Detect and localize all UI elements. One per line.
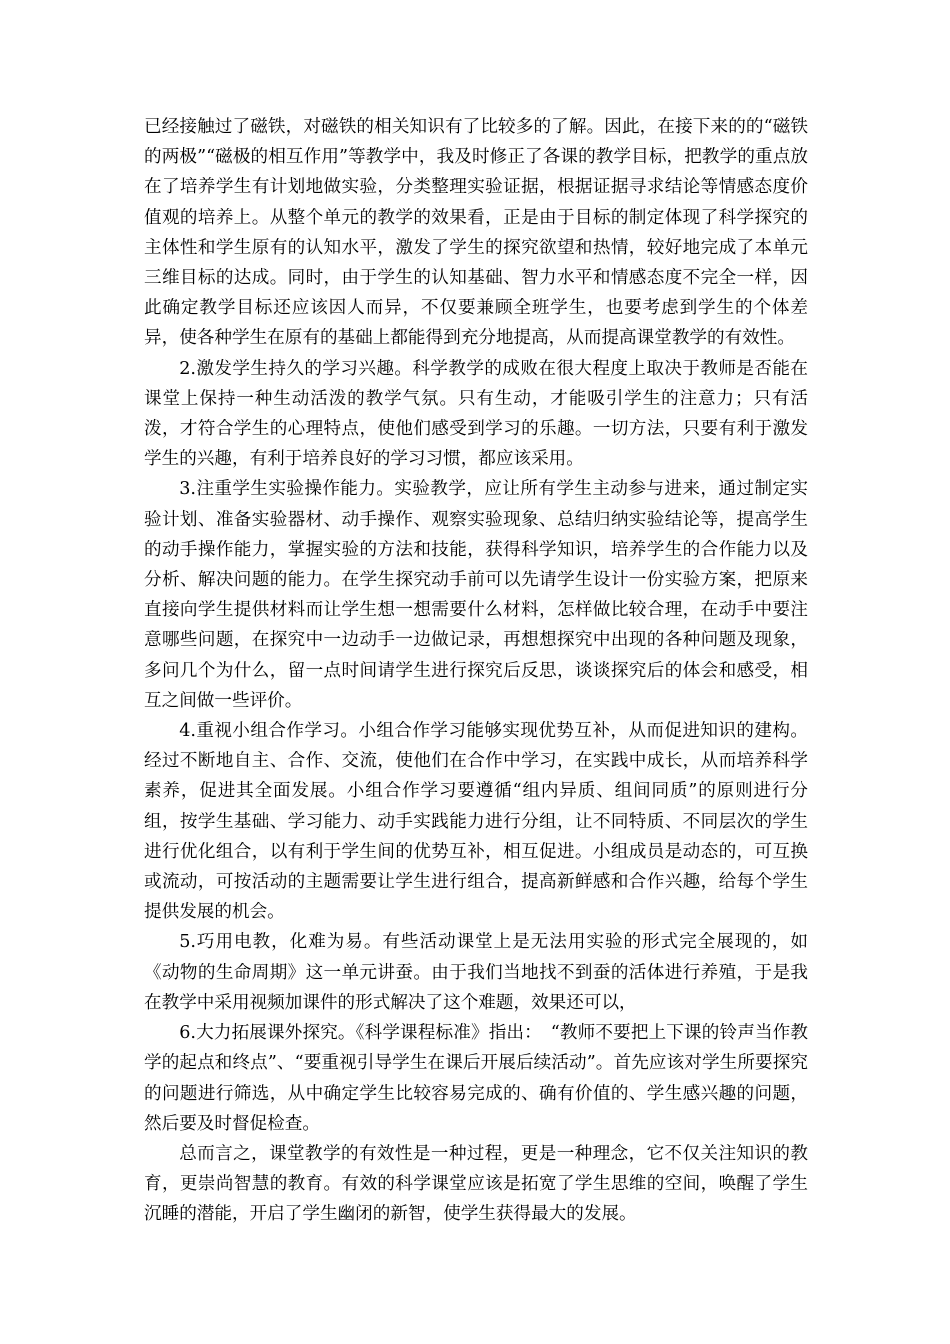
document-page <box>144 112 808 1230</box>
paragraph-conclusion: 总而言之，课堂教学的有效性是一种过程，更是一种理念，它不仅关注知识的教育，更崇尚智慧的教育。有效的科学课堂应该是拓宽了学生思维的空间，唤醒了学生沉睡的潜能，开启了学生幽闭的新智，使学生获得最大的发展。 <box>144 1143 808 1225</box>
paragraph-continued-intro: 已经接触过了磁铁，对磁铁的相关知识有了比较多的了解。因此，在接下来的的“磁铁的两极”“磁极的相互作用”等教学中，我及时修正了各课的教学目标，把教学的重点放在了培养学生有计划地做实验，分类整理实验证据，根据证据寻求结论等情感态度价值观的培养上。从整个单元的教学的效果看，正是由于目标的制定体现了科学探究的主体性和学生原有的认知水平，激发了学生的探究欲望和热情，较好地完成了本单元三维目标的达成。同时，由于学生的认知基础、智力水平和情感态度不完全一样，因此确定教学目标还应该因人而异，不仅要兼顾全班学生，也要考虑到学生的个体差异，使各种学生在原有的基础上都能得到充分地提高，从而提高课堂教学的有效性。 <box>144 117 808 349</box>
paragraph-item-3-experiment-skills: 3.注重学生实验操作能力。实验教学，应让所有学生主动参与进来，通过制定实验计划、准备实验器材、动手操作、观察实验现象、总结归纳实验结论等，提高学生的动手操作能力，掌握实验的方法和技能，获得科学知识，培养学生的合作能力以及分析、解决问题的能力。在学生探究动手前可以先请学生设计一份实验方案，把原来直接向学生提供材料而让学生想一想需要什么材料，怎样做比较合理，在动手中要注意哪些问题，在探究中一边动手一边做记录，再想想探究中出现的各种问题及现象，多问几个为什么，留一点时间请学生进行探究后反思，谈谈探究后的体会和感受，相互之间做一些评价。 <box>144 479 808 711</box>
paragraph-item-4-group-cooperation: 4.重视小组合作学习。小组合作学习能够实现优势互补，从而促进知识的建构。经过不断地自主、合作、交流，使他们在合作中学习，在实践中成长，从而培养科学素养，促进其全面发展。小组合作学习要遵循“组内异质、组间同质”的原则进行分组，按学生基础、学习能力、动手实践能力进行分组，让不同特质、不同层次的学生进行优化组合，以有利于学生间的优势互补，相互促进。小组成员是动态的，可互换或流动，可按活动的主题需要让学生进行组合，提高新鲜感和合作兴趣，给每个学生提供发展的机会。 <box>144 721 808 923</box>
paragraph-item-2-learning-interest: 2.激发学生持久的学习兴趣。科学教学的成败在很大程度上取决于教师是否能在课堂上保持一种生动活泼的教学气氛。只有生动，才能吸引学生的注意力；只有活泼，才符合学生的心理特点，使他们感受到学习的乐趣。一切方法，只要有利于激发学生的兴趣，有利于培养良好的学习习惯，都应该采用。 <box>144 358 808 470</box>
paragraph-item-5-multimedia: 5.巧用电教，化难为易。有些活动课堂上是无法用实验的形式完全展现的，如《动物的生命周期》这一单元讲蚕。由于我们当地找不到蚕的活体进行养殖，于是我在教学中采用视频加课件的形式解决了这个难题，效果还可以， <box>144 932 808 1013</box>
paragraph-item-6-extracurricular: 6.大力拓展课外探究。《科学课程标准》指出： “教师不要把上下课的铃声当作教学的起点和终点”、“要重视引导学生在课后开展后续活动”。首先应该对学生所要探究的问题进行筛选，从中确定学生比较容易完成的、确有价值的、学生感兴趣的问题，然后要及时督促检查。 <box>144 1023 808 1134</box>
